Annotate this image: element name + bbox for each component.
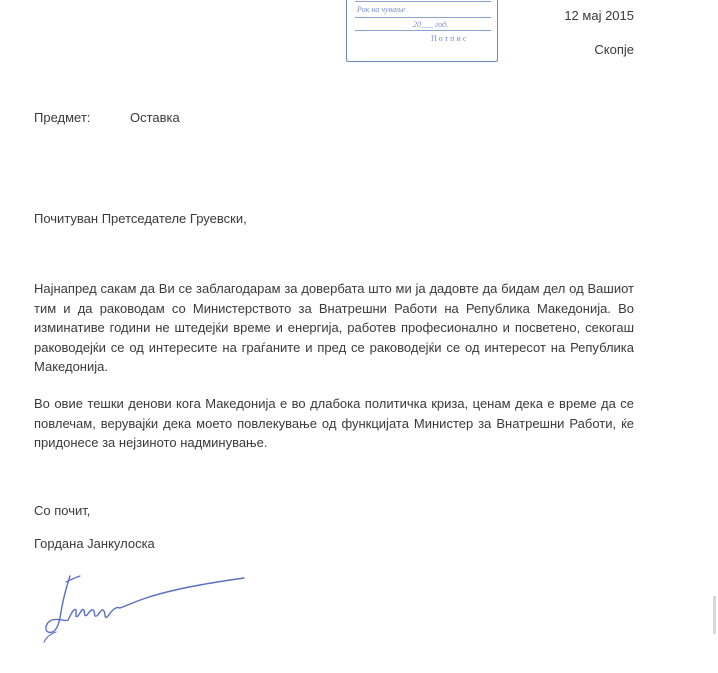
stamp-year-field: 20___ год. xyxy=(413,20,449,29)
signer-name: Гордана Јанкулоска xyxy=(34,536,155,551)
stamp-line xyxy=(355,17,491,18)
subject-label: Предмет: xyxy=(34,110,91,125)
registry-stamp xyxy=(346,0,498,62)
closing: Со почит, xyxy=(34,503,91,518)
signature-stroke xyxy=(66,576,80,582)
signature-stroke xyxy=(44,632,56,642)
subject-value: Оставка xyxy=(130,110,180,125)
body-paragraph-1: Најнапред сакам да Ви се заблагодарам за довербата што ми ја дадовте да бидам дел од Вашиот тим и да раководам со Министерството за Внатрешни Работи на Република Македонија. Во изминативе години не штедејќи време и енергија, работев професионално и посветено, секогаш раководејќи се од интересите на граѓаните и пред се раководејќи се од интересот на Република Македонија. xyxy=(34,281,634,374)
stamp-retention-label: Рок на чување xyxy=(357,5,406,14)
signature-stroke xyxy=(46,576,244,632)
salutation: Почитуван Претседателе Груевски, xyxy=(34,211,247,226)
stamp-line xyxy=(355,30,491,31)
letter-city: Скопје xyxy=(594,42,634,57)
letter-date: 12 мај 2015 xyxy=(564,8,634,23)
scan-edge-mark xyxy=(713,596,716,634)
handwritten-signature xyxy=(36,562,250,654)
stamp-line xyxy=(355,1,491,2)
subject-line xyxy=(34,110,180,125)
body-paragraph-2: Во овие тешки денови кога Македонија е во длабока политичка криза, ценам дека е време да се повлечам, верувајќи дека моето повлекување од функцијата Министер за Внатрешни Работи, ќе придонесе за нејзиното надминување. xyxy=(34,396,634,450)
stamp-signature-label: П о т п и с xyxy=(431,34,467,43)
